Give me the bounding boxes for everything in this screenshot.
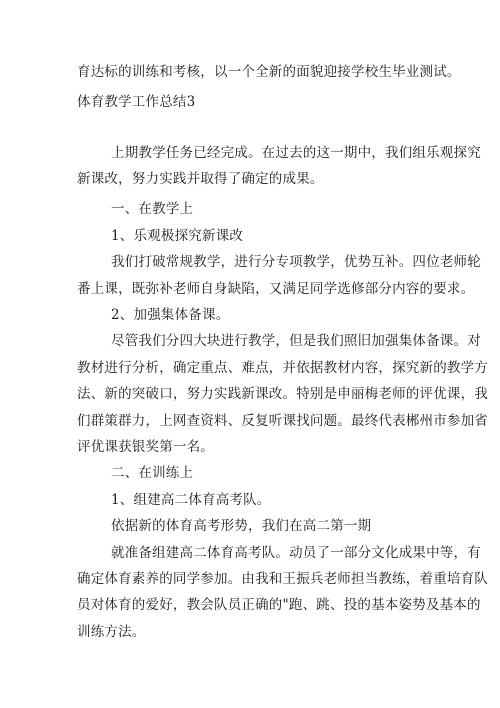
subheading: 2、加强集体备课。 — [111, 307, 230, 323]
text-line: 法、新的突破口，努力实践新课改。特别是申丽梅老师的评优课，我 — [77, 386, 488, 402]
text-line: 番上课，既弥补老师自身缺陷，又满足同学选修部分内容的要求。 — [77, 281, 475, 297]
subheading: 一、在教学上 — [111, 201, 194, 217]
subheading: 1、乐观极探究新课改 — [111, 228, 244, 244]
text-line: 育达标的训练和考核，以一个全新的面貌迎接学校生毕业测试。 — [77, 64, 461, 80]
text-line: 我们打破常规教学，进行分专项教学，优势互补。四位老师轮 — [111, 254, 481, 270]
text-line: 确定体育素养的同学参加。由我和王振兵老师担当教练，着重培育队 — [77, 571, 488, 587]
text-line: 教材进行分析，确定重点、难点，并依据教材内容，探究新的教学方 — [77, 360, 488, 376]
text-line: 尽管我们分四大块进行教学，但是我们照旧加强集体备课。对 — [111, 333, 481, 349]
subheading: 二、在训练上 — [111, 465, 194, 481]
section-heading: 体育教学工作总结3 — [77, 94, 196, 110]
text-line: 依据新的体育高考形势，我们在高二第一期 — [111, 518, 372, 534]
text-line: 们群策群力，上网查资料、反复听课找问题。最终代表郴州市参加省 — [77, 413, 488, 429]
text-line: 就准备组建高二体育高考队。动员了一部分文化成果中等，有 — [111, 545, 481, 561]
subheading: 1、组建高二体育高考队。 — [111, 492, 271, 508]
text-line: 评优课获银奖第一名。 — [77, 439, 214, 455]
text-line: 训练方法。 — [77, 624, 146, 640]
text-line: 员对体育的爱好，教会队员正确的"跑、跳、投的基本姿势及基本的 — [77, 597, 481, 613]
text-line: 新课改，努力实践并取得了确定的成果。 — [77, 171, 324, 187]
text-line: 上期教学任务已经完成。在过去的这一期中，我们组乐观探究 — [111, 145, 481, 161]
